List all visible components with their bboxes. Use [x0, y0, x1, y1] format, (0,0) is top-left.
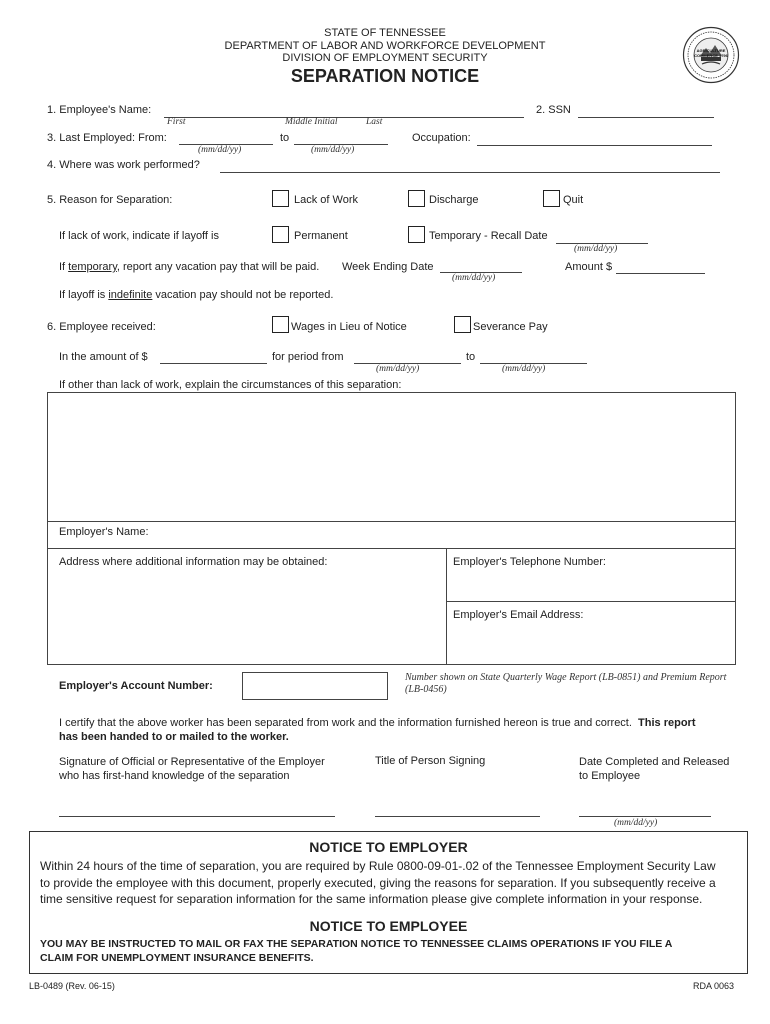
- occupation-field[interactable]: [477, 145, 712, 146]
- vacation-text: If temporary, report any vacation pay that will be paid.: [59, 261, 320, 273]
- title-signing-field[interactable]: [375, 816, 540, 817]
- temporary-word: temporary: [68, 261, 117, 273]
- date-completed-field[interactable]: [579, 816, 711, 817]
- wages-label: Wages in Lieu of Notice: [291, 321, 407, 333]
- header-state: STATE OF TENNESSEE: [324, 27, 446, 39]
- recall-date-hint: (mm/dd/yy): [574, 244, 618, 254]
- date-completed-label: Date Completed and Released to Employee: [579, 756, 730, 782]
- notice-employer-text: Within 24 hours of the time of separation, you are required by Rule 0800-09-01-.02 of the Tennessee Employment Security Law to provide the employee with this document, properly executed, giving the reasons for separation. If you subsequently receive a time sensitive request for separation information for the same information please give complete information in your response.: [40, 859, 716, 906]
- layoff-label: If lack of work, indicate if layoff is: [59, 230, 219, 242]
- amount-of-label: In the amount of $: [59, 351, 148, 363]
- title-signing-label: Title of Person Signing: [375, 755, 486, 767]
- from-date-hint: (mm/dd/yy): [198, 145, 242, 155]
- explain-label: If other than lack of work, explain the circumstances of this separation:: [59, 379, 402, 391]
- state-seal: [682, 26, 740, 84]
- occupation-label: Occupation:: [412, 132, 471, 144]
- telephone-label: Employer's Telephone Number:: [453, 556, 606, 568]
- divider: [47, 548, 736, 549]
- amount-of-field[interactable]: [160, 363, 267, 364]
- account-note: Number shown on State Quarterly Wage Report (LB-0851) and Premium Report (LB-0456): [405, 672, 727, 695]
- first-hint: First: [167, 117, 186, 127]
- wages-checkbox[interactable]: [272, 316, 289, 333]
- divider: [446, 548, 447, 665]
- divider: [446, 601, 736, 602]
- period-to-label: to: [466, 351, 476, 363]
- to-label: to: [280, 132, 290, 144]
- discharge-label: Discharge: [429, 194, 479, 206]
- discharge-checkbox[interactable]: [408, 190, 425, 207]
- date-completed-hint: (mm/dd/yy): [614, 818, 658, 828]
- rda-code: RDA 0063: [693, 981, 735, 991]
- signature-field[interactable]: [59, 816, 335, 817]
- seal-text: AGRICULTURE COMMERCE 1796: [694, 48, 728, 58]
- lack-of-work-label: Lack of Work: [294, 194, 358, 206]
- account-number-label: Employer's Account Number:: [59, 680, 213, 692]
- employee-name-label: 1. Employee's Name:: [47, 104, 152, 116]
- header-division: DIVISION OF EMPLOYMENT SECURITY: [282, 52, 488, 64]
- work-performed-field[interactable]: [220, 172, 720, 173]
- period-to-hint: (mm/dd/yy): [502, 364, 546, 374]
- header-department: DEPARTMENT OF LABOR AND WORKFORCE DEVELOPMENT: [224, 39, 546, 52]
- indefinite-word: indefinite: [108, 289, 153, 301]
- employee-name-field[interactable]: [164, 117, 524, 118]
- severance-label: Severance Pay: [473, 321, 548, 333]
- divider: [47, 521, 736, 522]
- week-ending-hint: (mm/dd/yy): [452, 273, 496, 283]
- week-ending-label: Week Ending Date: [342, 261, 434, 273]
- quit-checkbox[interactable]: [543, 190, 560, 207]
- certify-text: I certify that the above worker has been separated from work and the information furnished hereon is true and correct. This report has been handed to or mailed to the worker.: [59, 717, 696, 743]
- employer-name-label: Employer's Name:: [59, 526, 149, 538]
- email-label: Employer's Email Address:: [453, 609, 584, 621]
- indefinite-text: If layoff is indefinite vacation pay should not be reported.: [59, 289, 334, 301]
- header-block: [0, 27, 770, 87]
- lack-of-work-checkbox[interactable]: [272, 190, 289, 207]
- account-number-field[interactable]: [242, 672, 388, 700]
- page-title: SEPARATION NOTICE: [290, 65, 480, 86]
- permanent-label: Permanent: [294, 230, 348, 242]
- explain-textarea[interactable]: [48, 393, 735, 521]
- last-employed-label: 3. Last Employed: From:: [47, 132, 167, 144]
- received-label: 6. Employee received:: [47, 321, 156, 333]
- ssn-label: 2. SSN: [536, 104, 571, 116]
- permanent-checkbox[interactable]: [272, 226, 289, 243]
- notice-employer-title: NOTICE TO EMPLOYER: [309, 839, 468, 855]
- period-from-hint: (mm/dd/yy): [376, 364, 420, 374]
- to-date-hint: (mm/dd/yy): [311, 145, 355, 155]
- temporary-checkbox[interactable]: [408, 226, 425, 243]
- amount-label: Amount $: [565, 261, 613, 273]
- last-hint: Last: [366, 117, 383, 127]
- form-id: LB-0489 (Rev. 06-15): [29, 981, 115, 991]
- middle-hint: Middle Initial: [285, 117, 338, 127]
- temporary-label: Temporary - Recall Date: [429, 230, 548, 242]
- quit-label: Quit: [563, 194, 584, 206]
- signature-official-label: Signature of Official or Representative of the Employer who has first-hand knowledge of the separation: [59, 756, 325, 782]
- severance-checkbox[interactable]: [454, 316, 471, 333]
- ssn-field[interactable]: [578, 117, 714, 118]
- vacation-amount-field[interactable]: [616, 273, 705, 274]
- notice-employee-text: YOU MAY BE INSTRUCTED TO MAIL OR FAX THE SEPARATION NOTICE TO TENNESSEE CLAIMS OPERATIONS IF YOU FILE A CLAIM FOR UNEMPLOYMENT INSURANCE BENEFITS.: [40, 938, 673, 964]
- address-label: Address where additional information may be obtained:: [59, 556, 328, 568]
- notice-employee-title: NOTICE TO EMPLOYEE: [309, 918, 468, 934]
- reason-label: 5. Reason for Separation:: [47, 194, 173, 206]
- work-performed-label: 4. Where was work performed?: [47, 159, 200, 171]
- period-label: for period from: [272, 351, 344, 363]
